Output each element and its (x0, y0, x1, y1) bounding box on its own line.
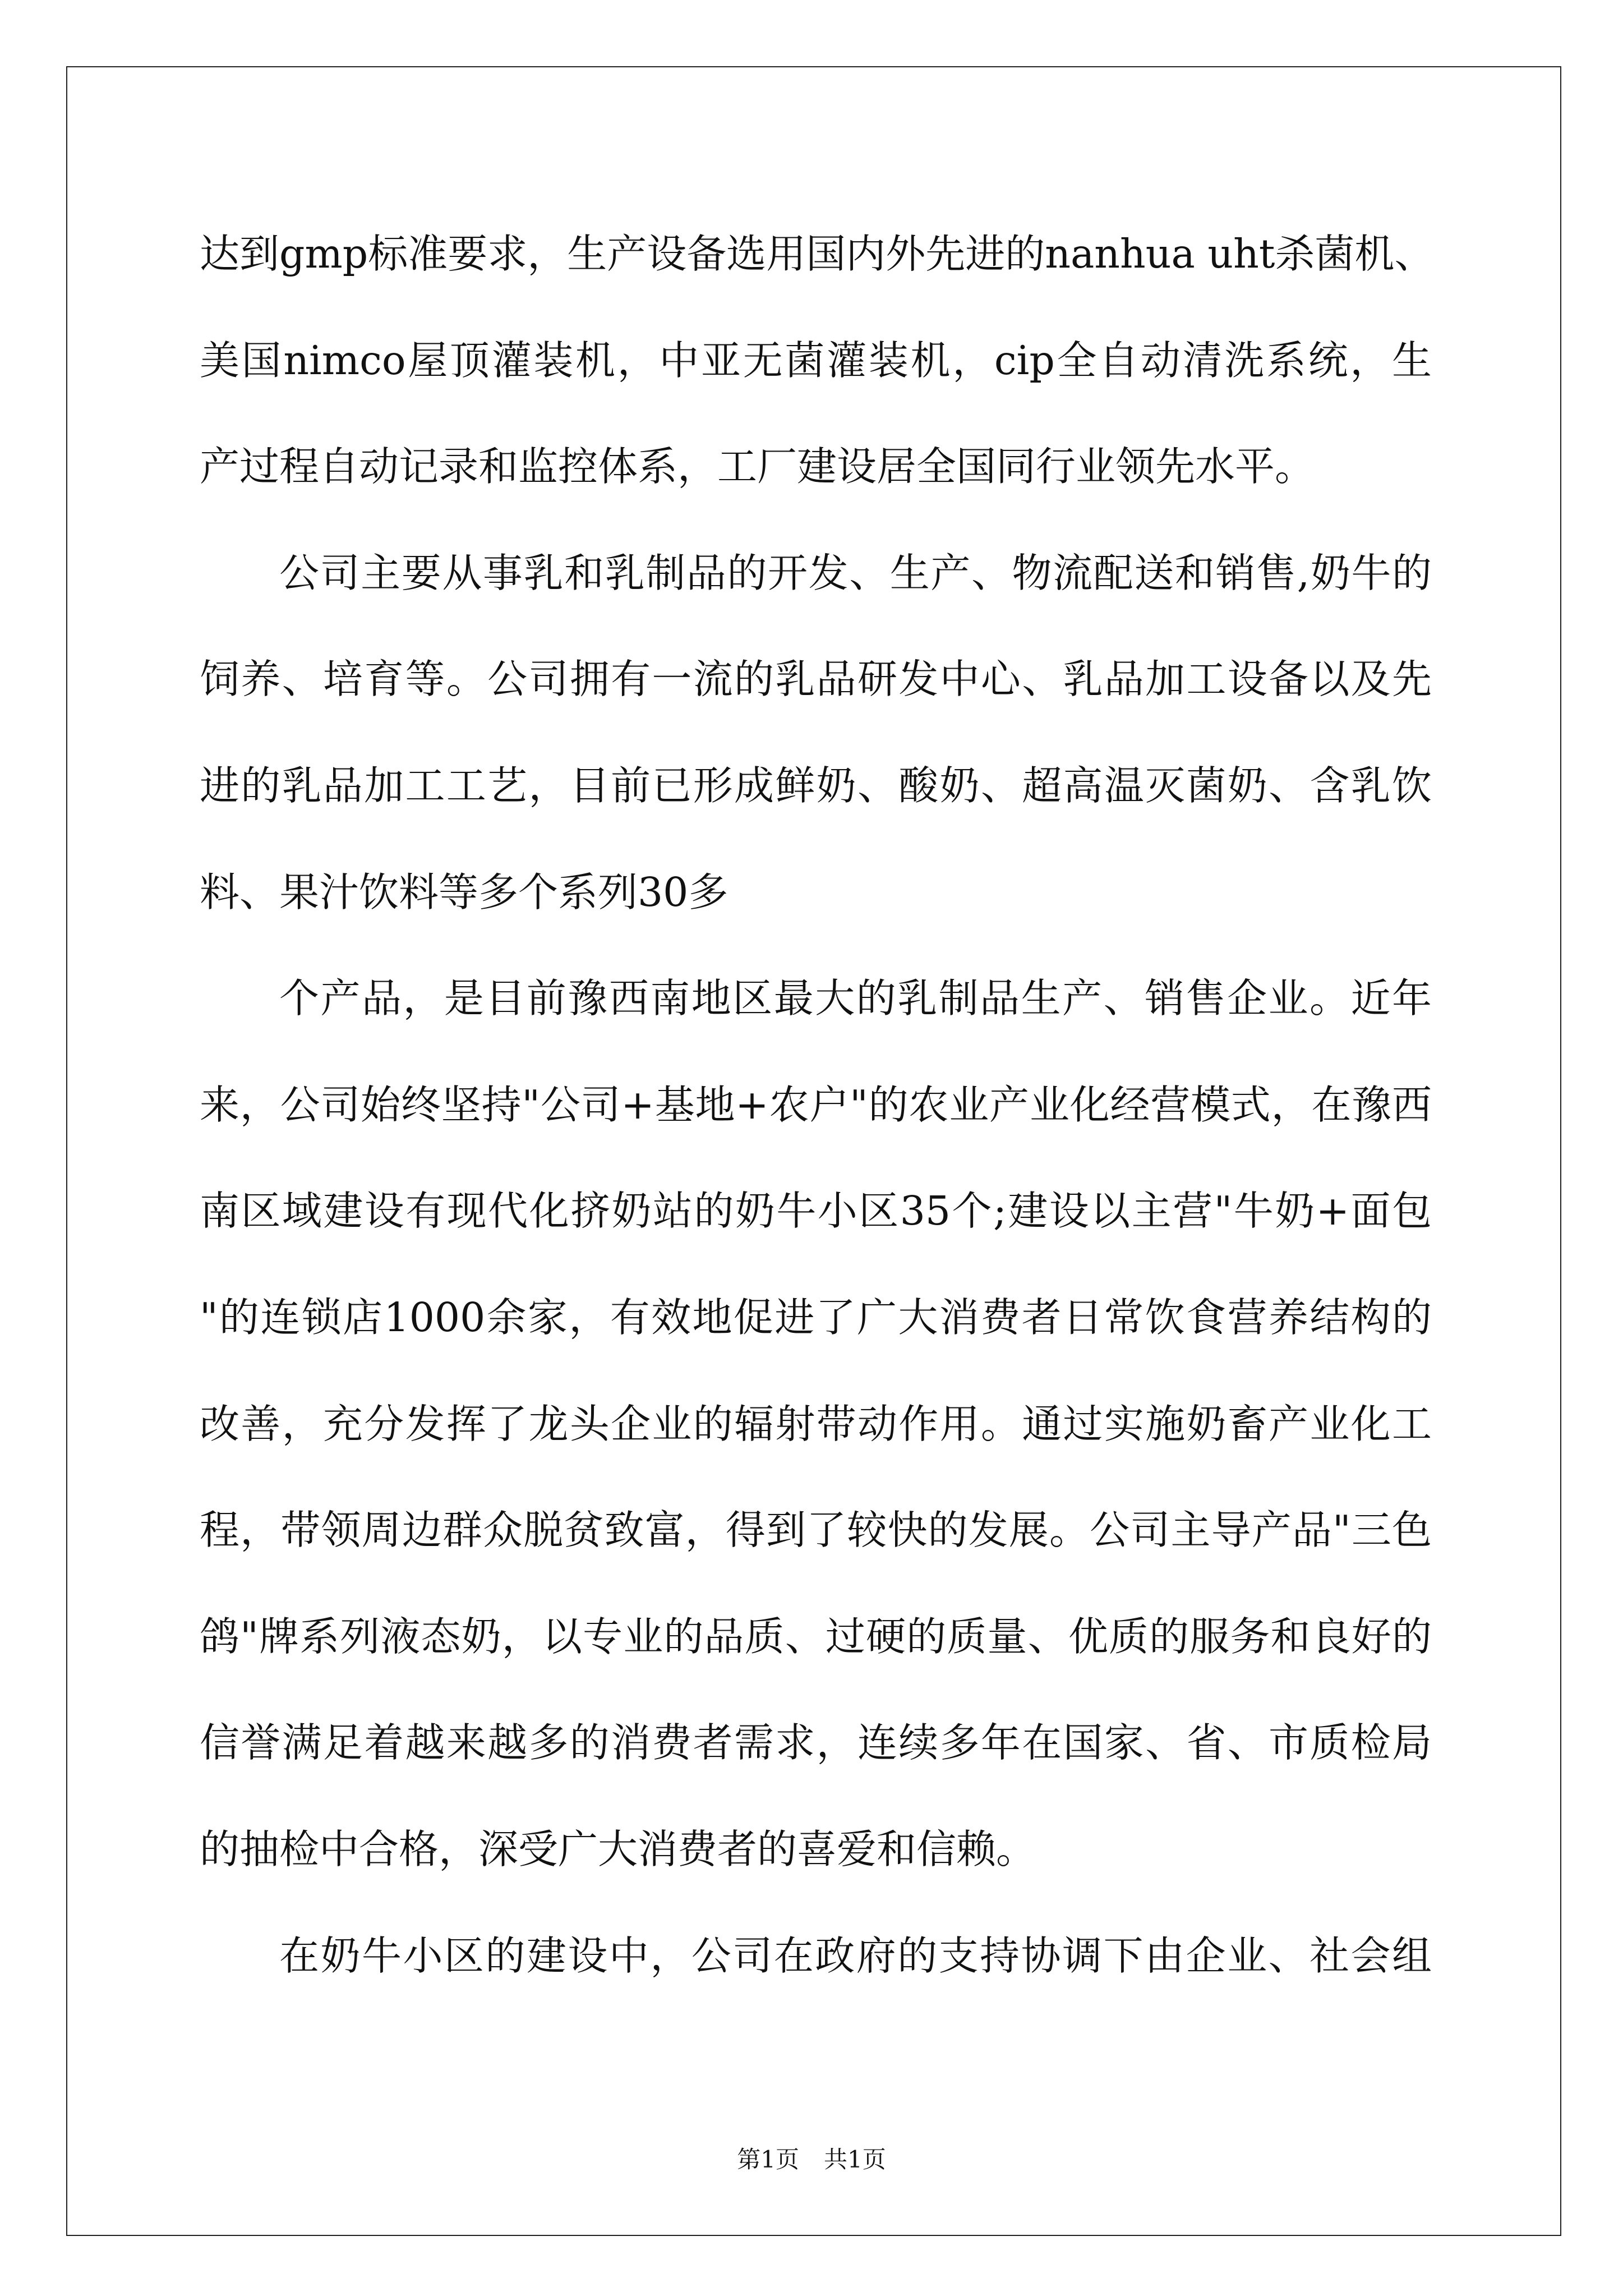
text-line: 来，公司始终坚持"公司+基地+农户"的农业产业化经营模式，在豫西 (200, 1081, 1432, 1128)
text-line: 美国nimco屋顶灌装机，中亚无菌灌装机，cip全自动清洗系统，生 (200, 337, 1432, 384)
text-line: 改善，充分发挥了龙头企业的辐射带动作用。通过实施奶畜产业化工 (200, 1400, 1432, 1447)
page-total: 共1页 (824, 2146, 886, 2173)
text-line: 料、果汁饮料等多个系列30多 (200, 868, 728, 915)
text-line: 公司主要从事乳和乳制品的开发、生产、物流配送和销售,奶牛的 (279, 549, 1432, 596)
paragraph-company-business (200, 520, 1432, 945)
text-line: 进的乳品加工工艺，目前已形成鲜奶、酸奶、超高温灭菌奶、含乳饮 (200, 762, 1432, 809)
text-line: 信誉满足着越来越多的消费者需求，连续多年在国家、省、市质检局 (200, 1719, 1432, 1766)
text-line: 产过程自动记录和监控体系，工厂建设居全国同行业领先水平。 (200, 443, 1315, 490)
text-line: 鸽"牌系列液态奶，以专业的品质、过硬的质量、优质的服务和良好的 (200, 1613, 1432, 1660)
page-number: 第1页 (737, 2146, 799, 2173)
text-line: 达到gmp标准要求，生产设备选用国内外先进的nanhua uht杀菌机、 (200, 231, 1435, 277)
page-footer (0, 2144, 1623, 2175)
paragraph-products (200, 945, 1432, 1902)
text-line: 程，带领周边群众脱贫致富，得到了较快的发展。公司主导产品"三色 (200, 1507, 1432, 1554)
text-line: 南区域建设有现代化挤奶站的奶牛小区35个;建设以主营"牛奶+面包 (200, 1188, 1432, 1235)
document-body (200, 201, 1435, 2009)
text-line: 个产品，是目前豫西南地区最大的乳制品生产、销售企业。近年 (279, 975, 1432, 1022)
text-line: 在奶牛小区的建设中，公司在政府的支持协调下由企业、社会组 (279, 1932, 1432, 1979)
paragraph-dairy-community (200, 1903, 1432, 2009)
paragraph-continued (200, 201, 1435, 520)
text-line: 饲养、培育等。公司拥有一流的乳品研发中心、乳品加工设备以及先 (200, 656, 1432, 703)
text-line: 的抽检中合格，深受广大消费者的喜爱和信赖。 (200, 1825, 1036, 1872)
text-line: "的连锁店1000余家，有效地促进了广大消费者日常饮食营养结构的 (200, 1294, 1432, 1341)
